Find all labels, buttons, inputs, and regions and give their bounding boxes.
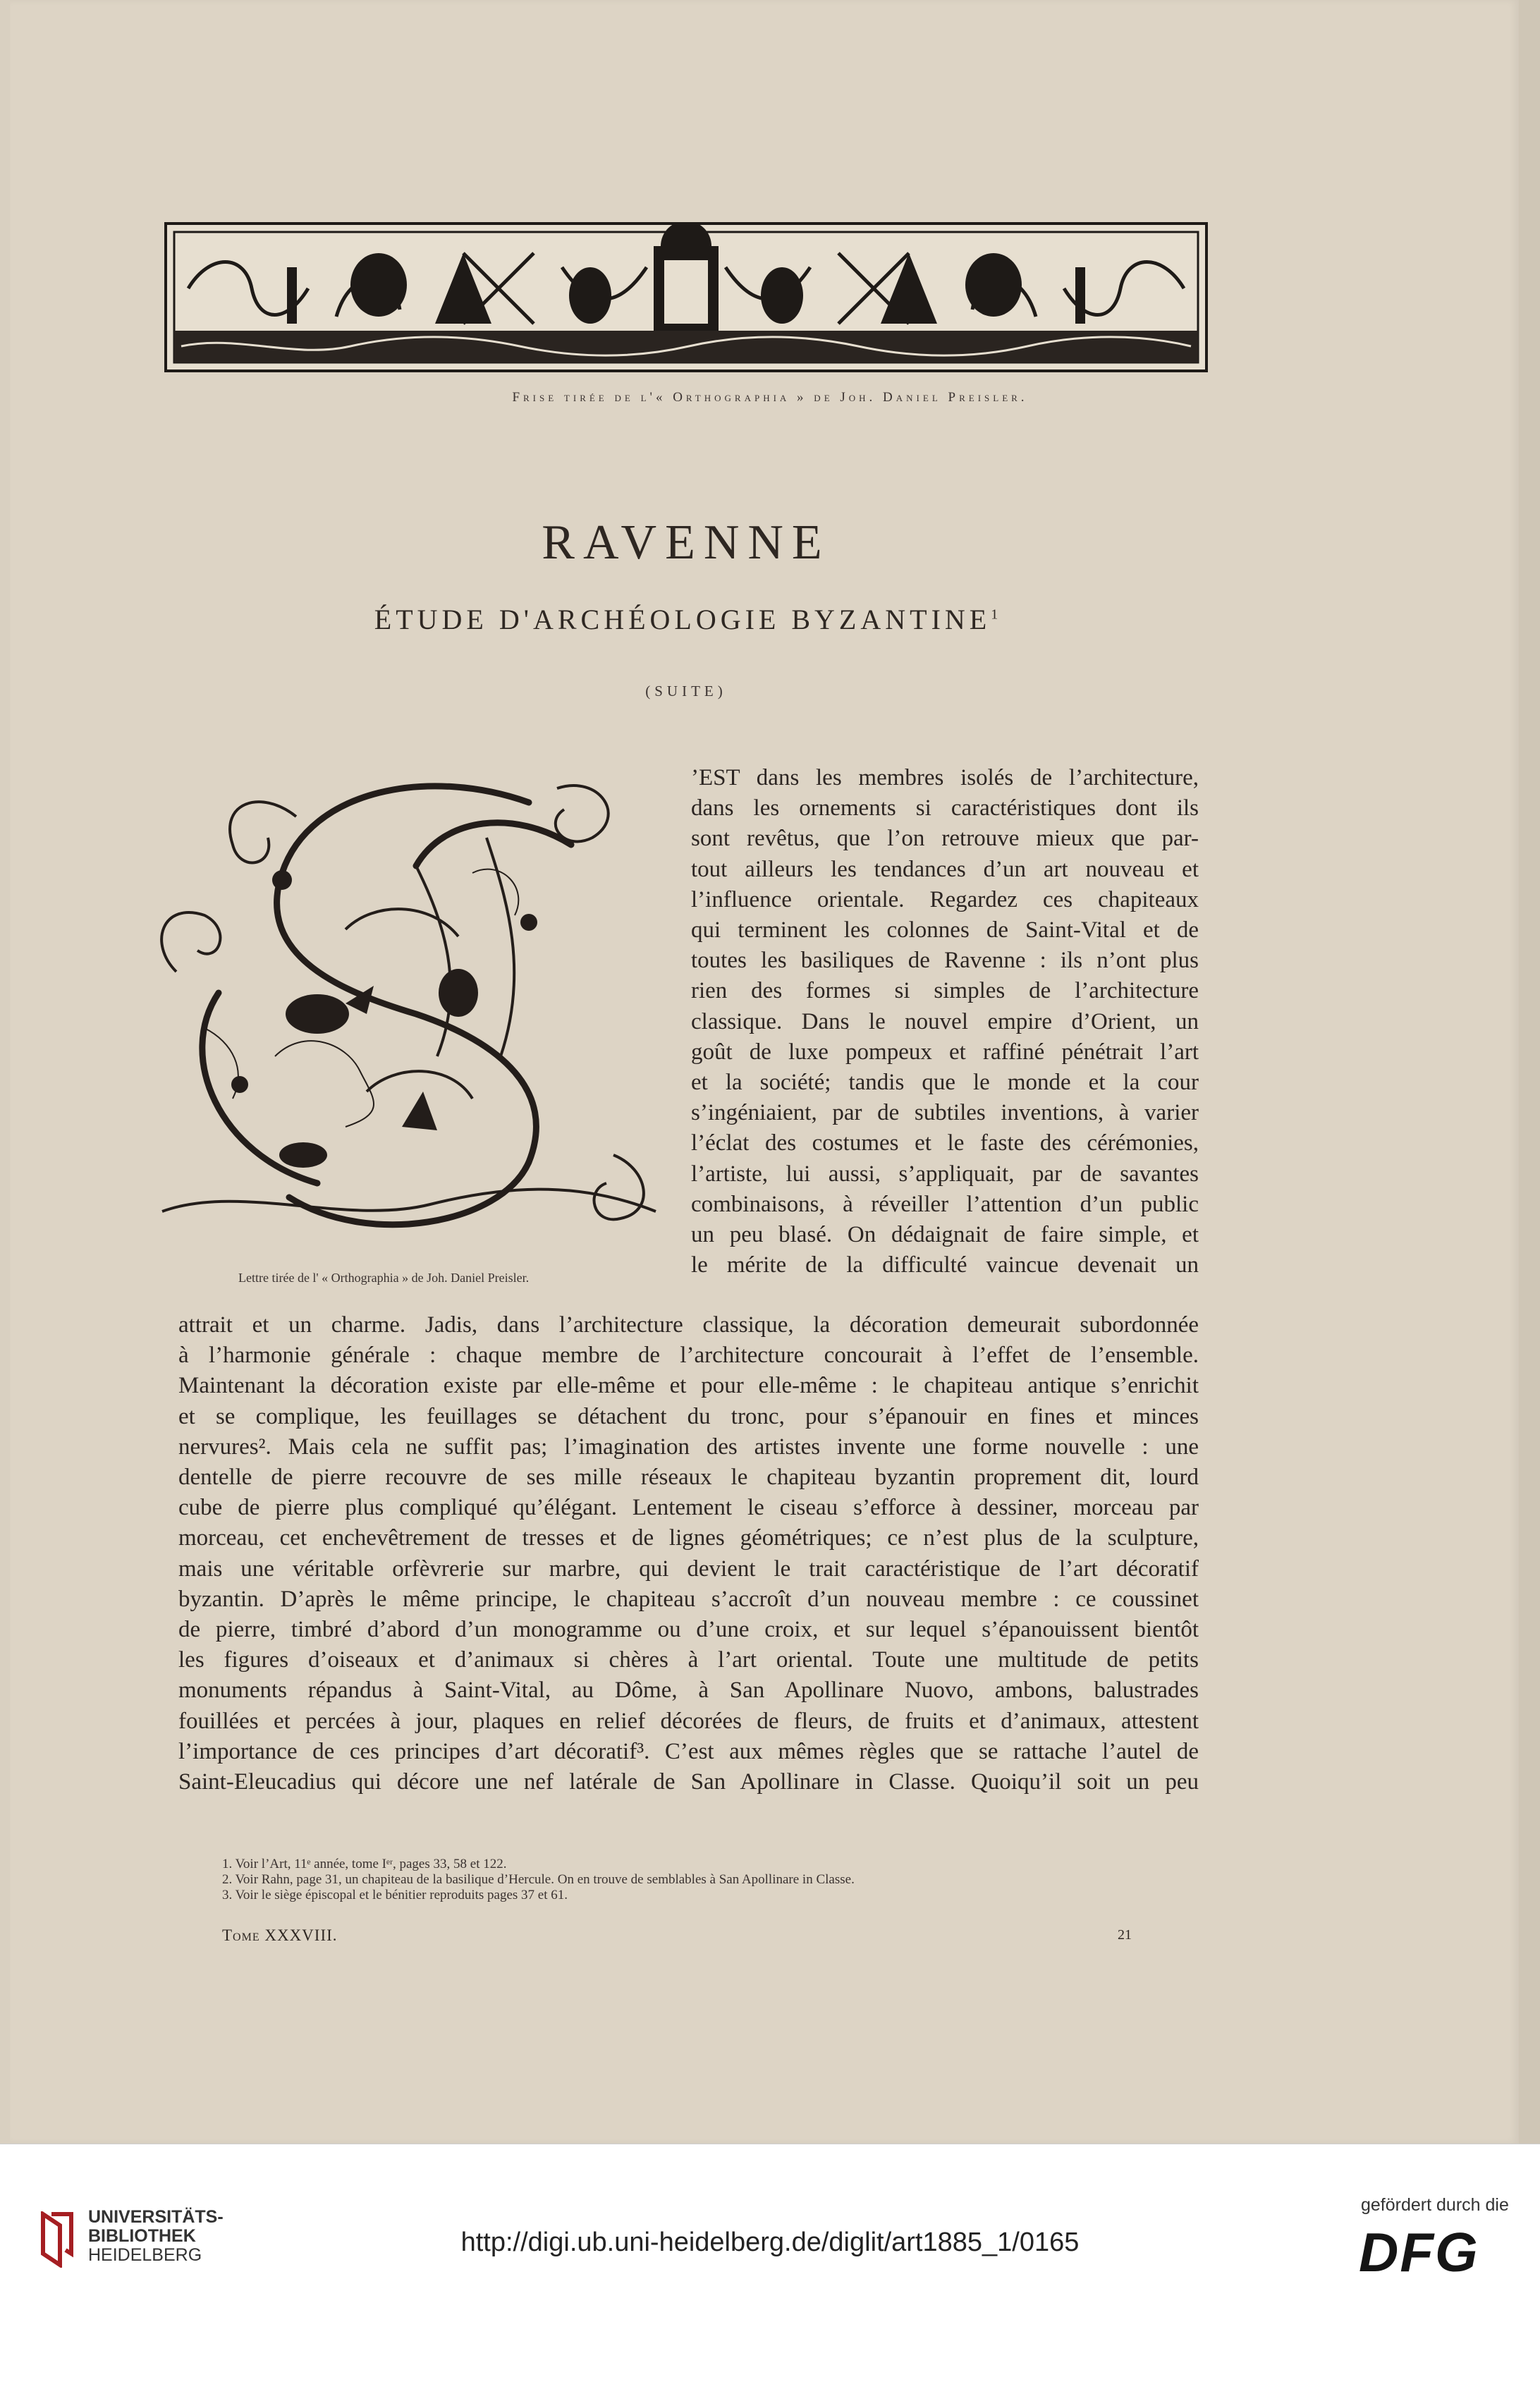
- text-line: goût de luxe pompeux et raffiné pénétrait l’art: [691, 1039, 1199, 1065]
- article-subtitle: [0, 603, 1372, 636]
- library-name-line3: HEIDELBERG: [88, 2245, 202, 2265]
- text-line: l’éclat des costumes et le faste des cérémonies,: [691, 1130, 1199, 1156]
- viewer-footer: [0, 2144, 1540, 2389]
- ornamental-frieze: [164, 222, 1208, 372]
- main-paragraph: [178, 1310, 1199, 1797]
- text-line: attrait et un charme. Jadis, dans l’architecture classique, la décoration demeurait subordonnée: [178, 1312, 1199, 1338]
- text-line: byzantin. D’après le même principe, le chapiteau s’accroît d’un nouveau membre : ce coussinet: [178, 1586, 1199, 1612]
- dfg-logo[interactable]: DFG: [1359, 2221, 1479, 2283]
- text-line: combinaisons, à réveiller l’attention d’un public: [691, 1191, 1199, 1217]
- text-line: classique. Dans le nouvel empire d’Orient, un: [691, 1008, 1199, 1034]
- page-edge: [1519, 0, 1540, 2144]
- subtitle-text: ÉTUDE D'ARCHÉOLOGIE BYZANTINE: [374, 604, 991, 635]
- text-line: Saint-Eleucadius qui décore une nef latérale de San Apollinare in Classe. Quoiqu’il soit un peu: [178, 1769, 1199, 1795]
- text-line: dentelle de pierre recouvre de ses mille réseaux le chapiteau byzantin proprement dit, lourd: [178, 1465, 1199, 1491]
- text-line: l’artiste, lui aussi, s’appliquait, par de savantes: [691, 1161, 1199, 1187]
- text-line: morceau, cet enchevêtrement de tresses et de lignes géométriques; ce n’est plus de la sculpture,: [178, 1525, 1199, 1551]
- continuation-label: (SUITE): [645, 683, 727, 699]
- text-line: mais une véritable orfèvrerie sur marbre, qui devient le trait caractéristique de l’art décoratif: [178, 1556, 1199, 1582]
- text-line: sont revêtus, que l’on retrouve mieux que par-: [691, 826, 1199, 852]
- text-line: rien des formes si simples de l’architecture: [691, 978, 1199, 1004]
- text-line: et se complique, les feuillages se détachent du tronc, pour s’épanouir en fines et minces: [178, 1403, 1199, 1429]
- text-line: et la société; tandis que le monde et la cour: [691, 1070, 1199, 1096]
- footnote-1: 1. Voir l’Art, 11ᵉ année, tome Iᵉʳ, pages 33, 58 et 122.: [222, 1857, 507, 1871]
- permalink-url[interactable]: http://digi.ub.uni-heidelberg.de/diglit/art1885_1/0165: [460, 2228, 1080, 2257]
- frieze-illustration: [167, 225, 1205, 369]
- opening-paragraph: [691, 763, 1199, 1281]
- footnote-3: 3. Voir le siège épiscopal et le bénitier reproduits pages 37 et 61.: [222, 1888, 568, 1902]
- text-line: toutes les basiliques de Ravenne : ils n’ont plus: [691, 948, 1199, 974]
- article-title: RAVENNE: [542, 515, 831, 570]
- initial-caption: Lettre tirée de l' « Orthographia » de Joh. Daniel Preisler.: [238, 1271, 530, 1285]
- footnote-2: 2. Voir Rahn, page 31, un chapiteau de la basilique d’Hercule. On en trouve de semblables à San Apollinare in Classe.: [222, 1872, 855, 1887]
- funded-by-label: gefördert durch die: [1361, 2195, 1509, 2215]
- text-line: fouillées et percées à jour, plaques en relief décorées de fleurs, de fruits et d’animaux, attestent: [178, 1708, 1199, 1734]
- footnotes: [222, 1857, 1209, 1903]
- text-line: les figures d’oiseaux et d’animaux si chères à l’art oriental. Toute une multitude de petits: [178, 1647, 1199, 1673]
- text-line: l’influence orientale. Regardez ces chapiteaux: [691, 886, 1199, 912]
- text-line: monuments répandus à Saint-Vital, au Dôme, à San Apollinare Nuovo, ambons, balustrades: [178, 1678, 1199, 1704]
- text-line: ’EST dans les membres isolés de l’architecture,: [691, 765, 1199, 790]
- text-line: s’ingéniaient, par de subtiles inventions, à varier: [691, 1100, 1199, 1126]
- text-line: un peu blasé. On dédaignait de faire simple, et: [691, 1222, 1199, 1248]
- decorated-initial-letter: [134, 760, 677, 1254]
- library-name-line1: UNIVERSITÄTS-: [88, 2207, 224, 2227]
- subtitle-footnote-marker: 1: [991, 606, 998, 623]
- text-line: nervures². Mais cela ne suffit pas; l’imagination des artistes invente une forme nouvelle : une: [178, 1434, 1199, 1460]
- text-line: dans les ornements si caractéristiques dont ils: [691, 795, 1199, 821]
- text-line: cube de pierre plus compliqué qu’élégant. Lentement le ciseau s’efforce à dessiner, morceau par: [178, 1495, 1199, 1521]
- text-line: qui terminent les colonnes de Saint-Vital et de: [691, 917, 1199, 943]
- text-line: tout ailleurs les tendances d’un art nouveau et: [691, 856, 1199, 882]
- text-line: le mérite de la difficulté vaincue devenait un: [691, 1252, 1199, 1278]
- frieze-caption: Frise tirée de l'« Orthographia » de Joh. Daniel Preisler.: [512, 390, 1028, 405]
- volume-label: Tome XXXVIII.: [222, 1926, 338, 1944]
- text-line: de pierre, timbré d’abord d’un monogramme ou d’une croix, et sur lequel s’épanouissent bientôt: [178, 1617, 1199, 1643]
- initial-ornament-illustration: [134, 760, 677, 1254]
- library-name-line2: BIBLIOTHEK: [88, 2226, 196, 2246]
- text-line: l’importance de ces principes d’art décoratif³. C’est aux mêmes règles que se rattache l’autel de: [178, 1738, 1199, 1764]
- text-line: à l’harmonie générale : chaque membre de l’architecture concourait à l’effet de l’ensemble.: [178, 1343, 1199, 1369]
- text-line: Maintenant la décoration existe par elle-même et pour elle-même : le chapiteau antique s’enrichit: [178, 1373, 1199, 1399]
- page-number: 21: [1118, 1927, 1132, 1943]
